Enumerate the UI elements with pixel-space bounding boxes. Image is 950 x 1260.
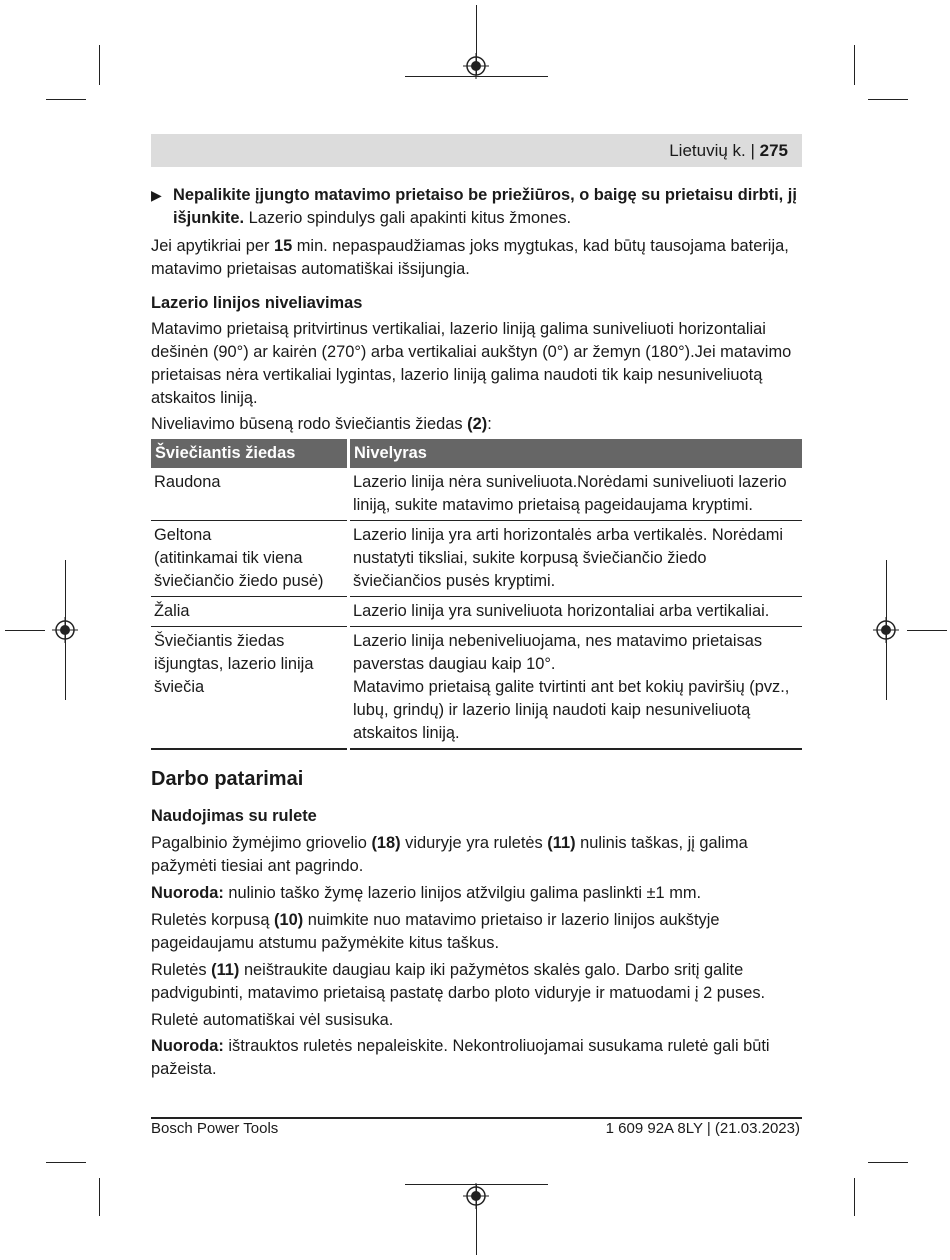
registration-mark-icon [873,617,899,643]
crop-mark [99,45,100,85]
registration-mark-icon [463,1183,489,1209]
ref-number: (11) [211,961,240,979]
bullet-icon: ▶ [151,187,162,203]
tips-subheading: Naudojimas su rulete [151,807,317,825]
warning-bold: Nepalikite įjungto matavimo prietaiso be priežiūros, o baigę su prietaisu dirbti, jį išjunkite. [173,186,797,227]
tips-paragraph-1 [151,832,802,878]
text-span: Ruletės korpusą [151,911,274,929]
table-cell: Lazerio linija yra arti horizontalės arba vertikalės. Norėdami nustatyti tiksliai, sukite korpusą šviečiančio žiedo šviečiančios pusės kryptimi. [349,521,803,597]
table-row [151,468,802,521]
tips-paragraph-6 [151,1035,802,1081]
auto-off-bold: 15 [273,237,293,255]
table-cell: Žalia [151,597,349,627]
note-label: Nuoroda: [151,884,224,902]
text-span: nuimkite nuo matavimo prietaiso ir lazerio linijos aukštyje pageidaujamu atstumu pažymėkite kitus taškus. [151,911,720,952]
crop-mark [5,630,45,631]
table-row [151,627,802,750]
tips-paragraph-5: Ruletė automatiškai vėl susisuka. [151,1011,394,1029]
status-bold: (2) [467,415,488,433]
text-span: nulinis taškas, jį galima pažymėti tiesiai ant pagrindo. [151,834,748,875]
table-cell: Lazerio linija nebeniveliuojama, nes matavimo prietaisas paverstas daugiau kaip 10°. Matavimo prietaisą galite tvirtinti ant bet kokių paviršių (pvz., lubų, grindų) ir lazerio liniją naudoti kaip nesuniveliuotą atskaitos liniją. [349,627,803,750]
tips-paragraph-2 [151,882,802,905]
ref-number: (10) [274,911,304,929]
text-span: Ruletės [151,961,212,979]
crop-mark [868,99,908,100]
table-row [151,521,802,597]
status-table-wrap [151,439,802,750]
crop-mark [854,45,855,85]
table-cell: Lazerio linija nėra suniveliuota.Norėdami suniveliuoti lazerio liniją, sukite matavimo prietaisą pageidaujama kryptimi. [349,468,803,521]
registration-mark-icon [463,53,489,79]
text-span: viduryje yra ruletės [400,834,548,852]
leveling-paragraph: Matavimo prietaisą pritvirtinus vertikaliai, lazerio liniją galima suniveliuoti horizontaliai dešinėn (90°) ar kairėn (270°) arba vertikaliai aukštyn (0°) ar žemyn (180°).Jei matavimo prietaisas nėra vertikaliai lygintas, lazerio liniją galima naudoti tik kaip nesuniveliuotą atskaitos liniją. [151,320,792,407]
footer-rule [151,1117,802,1119]
ref-number: (18) [371,834,401,852]
header-text [669,141,788,161]
crop-mark [99,1178,100,1216]
status-table [151,439,802,750]
page-number: 275 [759,141,788,160]
table-header-row [151,439,802,468]
footer-right: 1 609 92A 8LY | (21.03.2023) [605,1120,800,1137]
leveling-heading: Lazerio linijos niveliavimas [151,294,363,312]
warning-block [151,184,802,230]
table-cell: Lazerio linija yra suniveliuota horizontaliai arba vertikaliai. [349,597,803,627]
table-cell: Raudona [151,468,349,521]
status-paragraph [151,413,802,436]
ref-number: (11) [547,834,576,852]
crop-mark [854,1178,855,1216]
registration-mark-icon [52,617,78,643]
table-cell: Šviečiantis žiedas išjungtas, lazerio linija šviečia [151,627,349,750]
crop-mark [46,1162,86,1163]
footer-left: Bosch Power Tools [151,1120,279,1137]
tips-paragraph-4 [151,959,802,1005]
status-post: : [487,415,492,433]
table-row [151,597,802,627]
text-span: neištraukite daugiau kaip iki pažymėtos skalės galo. Darbo sritį galite padvigubinti, matavimo prietaisą pastatę darbo ploto viduryje ir matuodami į 2 puses. [151,961,766,1002]
note-label: Nuoroda: [151,1037,224,1055]
tips-heading: Darbo patarimai [151,768,304,790]
table-header-cell: Šviečiantis žiedas [151,439,349,468]
crop-mark [868,1162,908,1163]
header-language: Lietuvių k. | [669,141,760,160]
table-header-cell: Nivelyras [349,439,803,468]
auto-off-pre: Jei apytikriai per [151,237,274,255]
table-cell: Geltona (atitinkamai tik viena šviečiančio žiedo pusė) [151,521,349,597]
auto-off-paragraph [151,235,802,281]
page-header [151,134,802,167]
text-span: nulinio taško žymę lazerio linijos atžvilgiu galima paslinkti ±1 mm. [223,884,702,902]
crop-mark [907,630,947,631]
text-span: Pagalbinio žymėjimo griovelio [151,834,372,852]
tips-paragraph-3 [151,909,802,955]
text-span: ištrauktos ruletės nepaleiskite. Nekontroliuojamai susukama ruletė gali būti pažeista. [151,1037,770,1078]
status-pre: Niveliavimo būseną rodo šviečiantis žiedas [151,415,468,433]
auto-off-post: min. nepaspaudžiamas joks mygtukas, kad būtų tausojama baterija, matavimo prietaisas automatiškai išsijungia. [151,237,789,278]
crop-mark [46,99,86,100]
warning-text: Lazerio spindulys gali apakinti kitus žmones. [244,209,572,227]
